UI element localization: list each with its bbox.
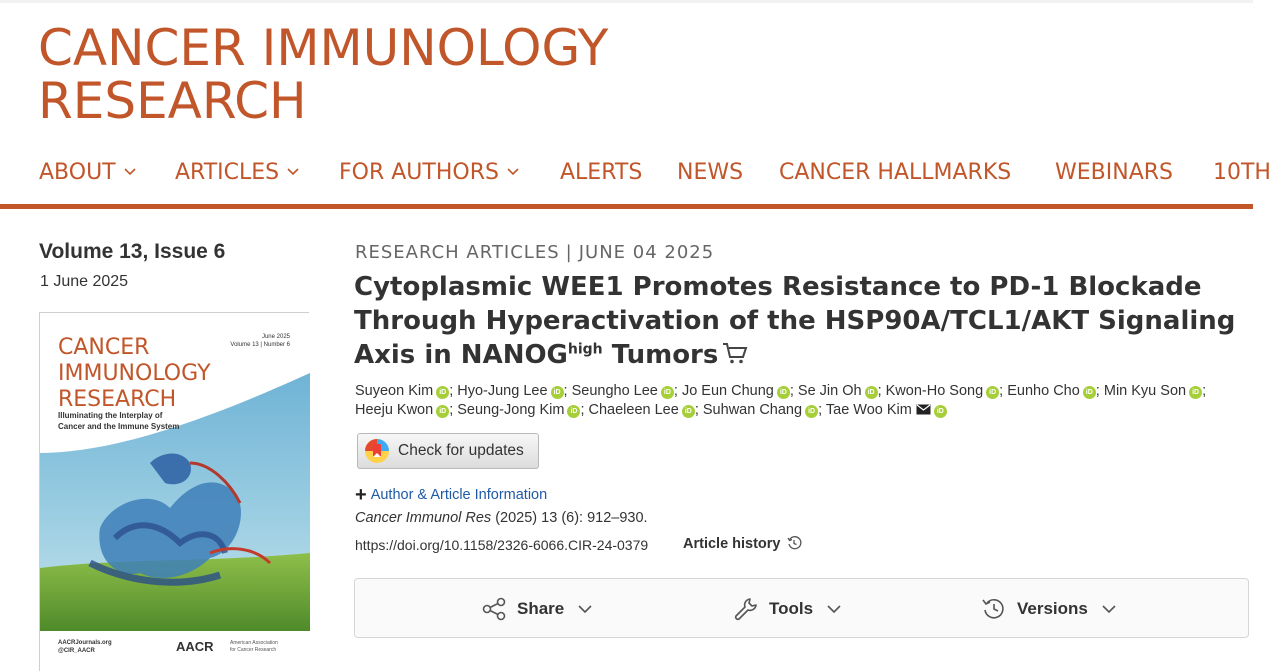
cover-publisher-logo: AACR [176,639,214,654]
versions-button[interactable] [981,597,1116,621]
orcid-icon[interactable]: iD [436,405,449,418]
nav-item-news[interactable] [677,160,743,185]
author-name[interactable]: Kwon-Ho Song [885,383,984,399]
history-clock-icon [787,536,801,550]
author-separator: ; [818,402,823,418]
author-separator: ; [449,383,454,399]
check-for-updates-button[interactable] [357,433,539,469]
issue-title[interactable]: Volume 13, Issue 6 [39,240,226,263]
author-item [355,383,453,399]
orcid-icon[interactable]: iD [551,386,564,399]
nav-item-label: CANCER HALLMARKS [779,160,1012,185]
nav-item-10th[interactable] [1213,160,1271,185]
orcid-icon[interactable]: iD [436,386,449,399]
author-separator: ; [789,383,794,399]
cover-title-line: IMMUNOLOGY [58,361,211,386]
author-separator: ; [877,383,882,399]
logo-line-2: RESEARCH [38,72,307,130]
nav-item-webinars[interactable] [1055,160,1173,185]
cover-meta [230,333,290,349]
article-toolbar [354,578,1249,638]
author-separator: ; [694,402,699,418]
cover-publisher-line: for Cancer Research [230,647,277,653]
cover-meta-line: June 2025 [261,334,290,340]
orcid-icon[interactable]: iD [661,386,674,399]
tools-label: Tools [769,599,814,618]
author-name[interactable]: Suhwan Chang [702,402,803,418]
share-icon [481,597,507,621]
author-name[interactable]: Hyo-Jung Lee [457,383,548,399]
author-article-info-toggle[interactable] [355,484,547,507]
cover-title-line: RESEARCH [58,387,177,412]
nav-item-label: ABOUT [39,160,116,185]
orcid-icon[interactable]: iD [777,386,790,399]
author-item [886,383,1004,399]
wrench-icon [733,597,759,621]
nav-divider [0,204,1253,209]
nav-item-alerts[interactable] [560,160,642,185]
share-label: Share [517,599,565,618]
citation [355,510,648,526]
nav-item-label: ARTICLES [175,160,280,185]
author-item [589,402,699,418]
chevron-down-icon [287,157,297,167]
author-item [826,402,947,418]
article-history-button[interactable] [683,536,801,552]
author-name[interactable]: Chaeleen Lee [588,402,679,418]
author-separator: ; [673,383,678,399]
nav-item-label: NEWS [677,160,744,185]
author-item [1007,383,1100,399]
orcid-icon[interactable]: iD [986,386,999,399]
orcid-icon[interactable]: iD [934,405,947,418]
article-title-superscript: high [567,341,603,358]
nav-item-articles[interactable] [175,160,297,185]
cover-title-line: CANCER [58,335,150,360]
author-name[interactable]: Heeju Kwon [355,402,434,418]
citation-journal: Cancer Immunol Res [355,510,492,526]
author-item [682,383,794,399]
orcid-icon[interactable]: iD [805,405,818,418]
author-name[interactable]: Min Kyu Son [1103,383,1187,399]
top-border [0,0,1253,3]
main-nav [0,152,1271,202]
versions-clock-icon [981,597,1007,621]
check-for-updates-label: Check for updates [398,442,524,459]
site-logo[interactable] [38,19,609,130]
chevron-down-icon [124,157,134,167]
orcid-icon[interactable]: iD [682,405,695,418]
kicker-separator: | [565,242,573,263]
article-history-label: Article history [683,536,781,552]
author-name[interactable]: Seung-Jong Kim [457,402,565,418]
author-separator: ; [449,402,454,418]
nav-item-label: 10TH [1213,160,1271,185]
author-name[interactable]: Suyeon Kim [355,383,434,399]
nav-item-about[interactable] [39,160,134,185]
author-separator: ; [563,383,568,399]
nav-item-label: ALERTS [560,160,643,185]
nav-item-cancer-hallmarks[interactable] [779,160,1011,185]
issue-cover-image[interactable] [39,312,309,671]
issue-date: 1 June 2025 [40,273,129,290]
author-item [572,383,678,399]
cover-subtitle-line: Illuminating the Interplay of [58,411,163,420]
nav-item-label: FOR AUTHORS [339,160,499,185]
cart-icon[interactable] [722,340,748,364]
article-pub-date: JUNE 04 2025 [578,242,715,263]
article-title-main: Cytoplasmic WEE1 Promotes Resistance to PD-1 Blockade Through Hyperactivation of the HSP90A/TCL1/AKT Signaling Axis in NANOG [354,272,1236,370]
cover-footer-line: @CIR_AACR [58,648,95,654]
cover-subtitle-line: Cancer and the Immune System [58,422,180,431]
author-item [457,402,584,418]
author-item [355,402,453,418]
cover-title [58,335,211,413]
nav-item-for-authors[interactable] [339,160,517,185]
article-section[interactable]: RESEARCH ARTICLES [355,242,560,263]
cover-publisher-line: American Association [230,640,278,646]
versions-label: Versions [1017,599,1088,618]
author-item [703,402,822,418]
cover-footer [58,639,112,655]
cover-publisher-name [230,640,278,654]
author-item [457,383,567,399]
cover-footer-line: AACRJournals.org [58,640,112,646]
author-separator: ; [999,383,1004,399]
author-name[interactable]: Eunho Cho [1007,383,1080,399]
orcid-icon[interactable]: iD [567,405,580,418]
author-separator: ; [580,402,585,418]
article-title [354,270,1244,372]
orcid-icon[interactable]: iD [865,386,878,399]
cover-meta-line: Volume 13 | Number 6 [230,342,290,348]
author-name[interactable]: Se Jin Oh [797,383,862,399]
chevron-down-icon [827,605,841,614]
article-kicker [355,242,714,263]
author-item [798,383,882,399]
author-name[interactable]: Seungho Lee [571,383,658,399]
email-icon[interactable] [916,402,931,413]
tools-button[interactable] [733,597,841,621]
author-name[interactable]: Tae Woo Kim [825,402,912,418]
doi-link[interactable]: https://doi.org/10.1158/2326-6066.CIR-24-0379 [355,537,649,553]
crossmark-icon [364,438,390,464]
author-item [1104,383,1206,399]
plus-icon: + [355,484,367,506]
author-separator: ; [1095,383,1100,399]
chevron-down-icon [1102,605,1116,614]
author-article-info-label: Author & Article Information [370,487,548,503]
article-title-end: Tumors [602,340,719,370]
author-list [355,382,1250,420]
nav-item-label: WEBINARS [1055,160,1173,185]
author-separator: ; [1202,383,1207,399]
orcid-icon[interactable]: iD [1189,386,1202,399]
citation-details: (2025) 13 (6): 912–930. [491,510,648,526]
cover-subtitle [58,410,179,432]
share-button[interactable] [481,597,592,621]
logo-line-1: CANCER IMMUNOLOGY [38,19,609,77]
author-name[interactable]: Jo Eun Chung [681,383,774,399]
orcid-icon[interactable]: iD [1083,386,1096,399]
chevron-down-icon [578,605,592,614]
chevron-down-icon [507,157,517,167]
